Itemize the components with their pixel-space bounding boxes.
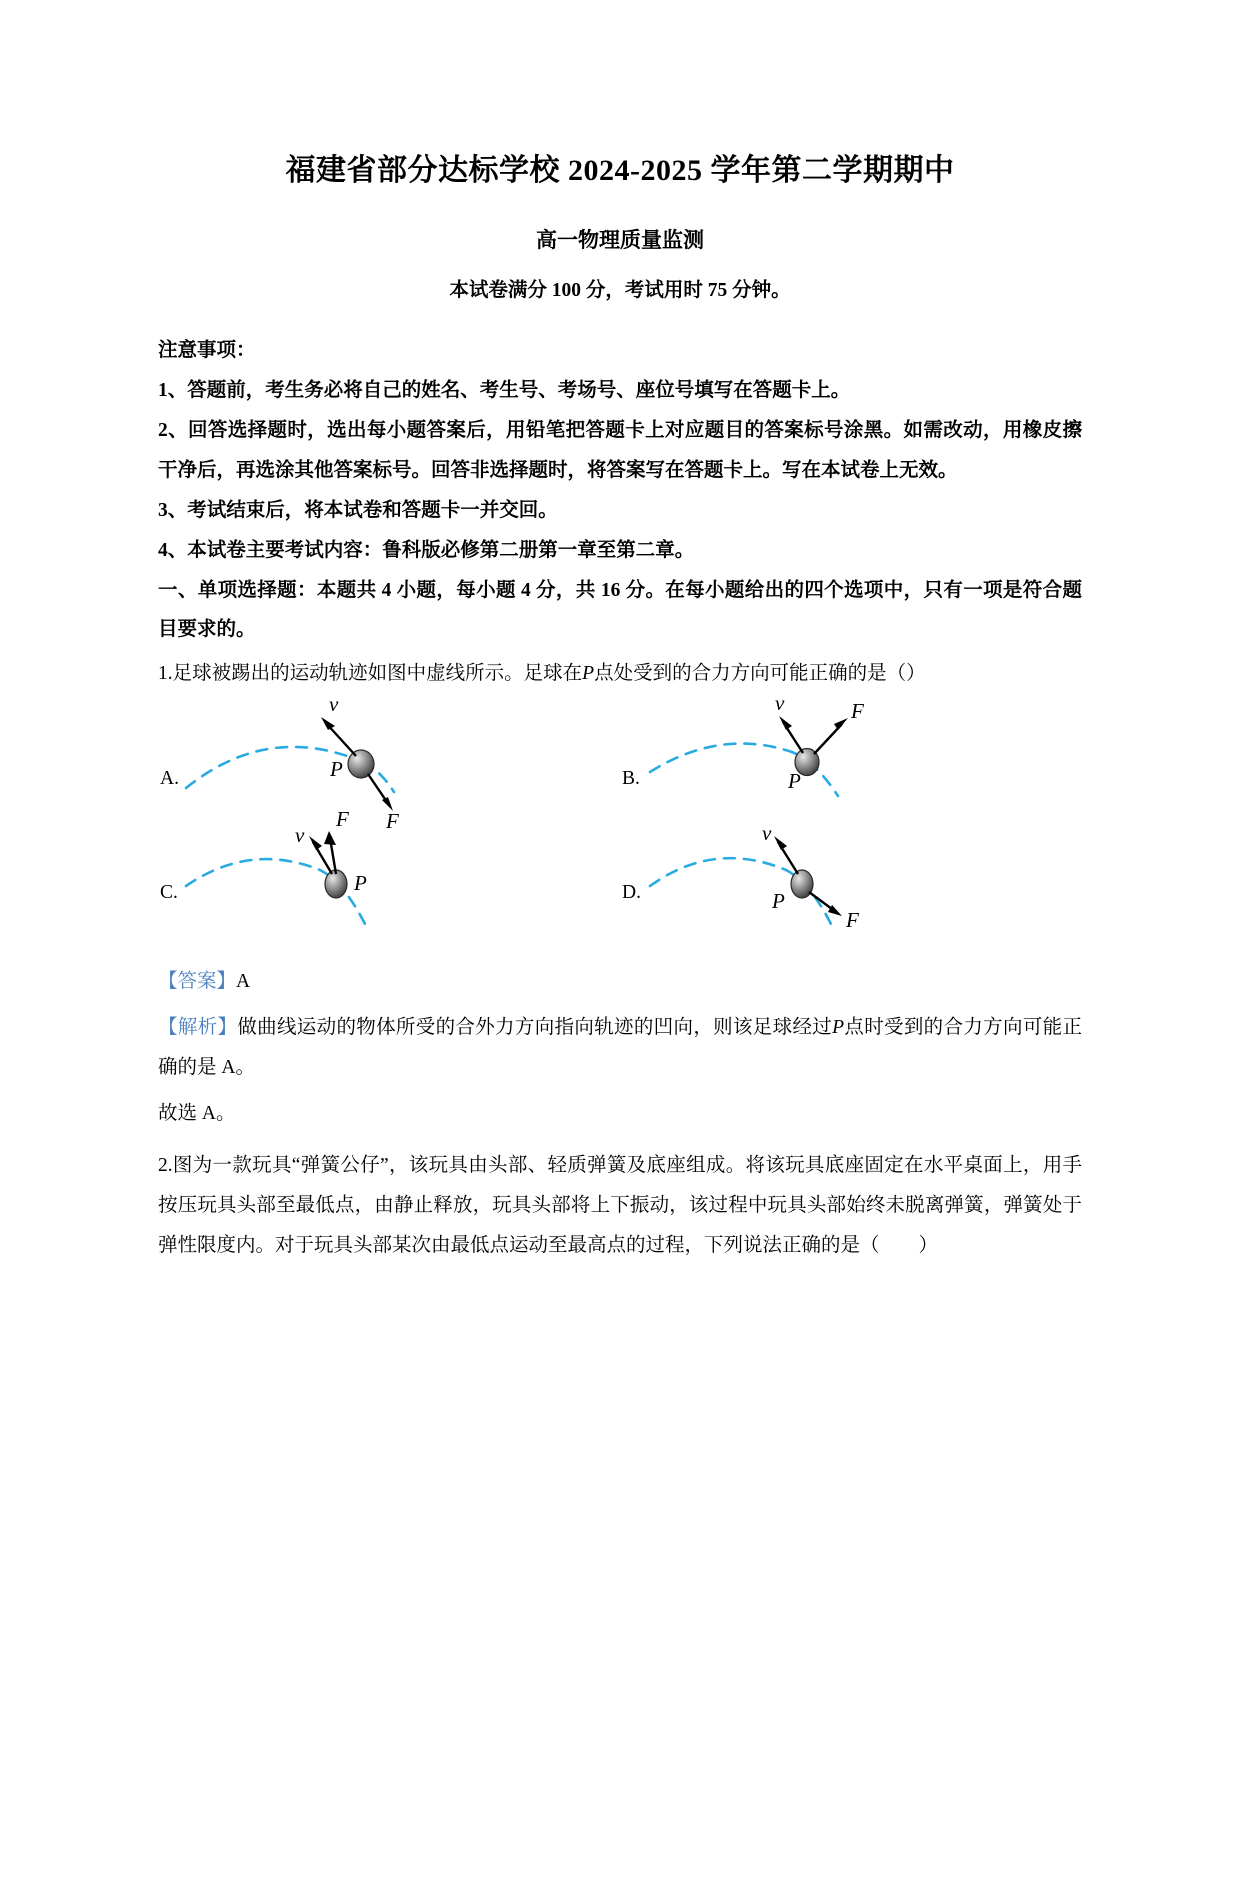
question-1-number: 1. [158, 663, 173, 685]
note-item-3: 3、考试结束后，将本试卷和答题卡一并交回。 [158, 499, 558, 521]
option-c-letter: C. [160, 882, 178, 904]
option-c-velocity-label: v [295, 823, 305, 848]
question-2-text: 图为一款玩具“弹簧公仔”，该玩具由头部、轻质弹簧及底座组成。将该玩具底座固定在水平桌面上，用手按压玩具头部至最低点，由静止释放，玩具头部将上下振动，该过程中玩具头部始终未脱离弹簧，弹簧处于弹性限度内。对于玩具头部某次由最低点运动至最高点的过程，下列说法正确的是（ ） [158, 1155, 1082, 1257]
option-c-point-label: P [354, 871, 367, 896]
question-1-text-part3: ） [906, 663, 926, 685]
velocity-arrow-head [321, 717, 335, 730]
option-b-figure [620, 691, 1082, 828]
trajectory-dashed-curve [650, 859, 786, 887]
option-b-letter: B. [622, 768, 640, 790]
option-a-force-label: F [386, 809, 399, 834]
force-arrow-head [324, 831, 336, 845]
page-score-line: 本试卷满分 100 分，考试用时 75 分钟。 [449, 280, 791, 302]
figure-row-cd [158, 807, 1082, 956]
question-1-text-part1: 足球被踢出的运动轨迹如图中虚线所示。足球在 [172, 663, 583, 685]
analysis-text-2: 点时受到的合力方向可能正确的是 A。 [158, 1017, 1082, 1079]
question-1-text-part2: 点处受到的合力方向可能正确的是（ [594, 663, 907, 685]
note-item-4: 4、本试卷主要考试内容：鲁科版必修第二册第一章至第二章。 [158, 539, 695, 561]
analysis-text-1: 做曲线运动的物体所受的合外力方向指向轨迹的凹向，则该足球经过 [237, 1017, 833, 1039]
option-b-force-label: F [851, 699, 864, 724]
notes-heading: 注意事项： [158, 339, 256, 361]
option-b-diagram [620, 691, 1040, 828]
question-1-stem [158, 654, 1082, 694]
option-b-velocity-label: v [775, 691, 785, 716]
velocity-arrow-head [309, 836, 322, 850]
option-d-force-label: F [846, 908, 859, 933]
option-c-figure [158, 807, 620, 956]
figure-row-ab [158, 691, 1082, 834]
option-d-point-label: P [772, 889, 785, 914]
answer-value: A [236, 971, 251, 993]
option-d-letter: D. [622, 882, 641, 904]
note-item-1: 1、答题前，考生务必将自己的姓名、考生号、考场号、座位号填写在答题卡上。 [158, 379, 851, 401]
option-c-diagram [158, 807, 578, 956]
page-title: 福建省部分达标学校 2024-2025 学年第二学期期中 [285, 154, 955, 187]
force-arrow-head [834, 718, 848, 730]
question-1-conclusion: 故选 A。 [158, 1103, 236, 1125]
question-1-analysis [158, 1008, 1082, 1088]
page-subtitle: 高一物理质量监测 [536, 228, 704, 252]
trajectory-dashed-curve [650, 744, 792, 772]
question-2-number: 2. [158, 1155, 173, 1177]
trajectory-dashed-curve [186, 860, 320, 887]
notes-section [158, 331, 1082, 651]
exam-paper-page [0, 150, 1240, 1904]
answer-tag: 【答案】 [158, 971, 237, 993]
question-1-symbol-p: P [582, 663, 595, 685]
question-1-figures [158, 691, 1082, 956]
option-a-diagram [158, 692, 578, 834]
option-a-point-label: P [330, 757, 343, 782]
velocity-arrow-head [774, 836, 787, 850]
option-d-diagram [620, 821, 1040, 956]
ball-icon [325, 870, 347, 898]
option-a-figure [158, 692, 620, 834]
option-a-velocity-label: v [329, 692, 339, 717]
question-1-answer [158, 962, 1082, 1002]
velocity-arrow-head [779, 716, 792, 730]
option-d-velocity-label: v [762, 821, 772, 846]
analysis-symbol-p: P [832, 1017, 845, 1039]
option-c-force-label: F [336, 807, 349, 832]
note-item-2: 2、回答选择题时，选出每小题答案后，用铅笔把答题卡上对应题目的答案标号涂黑。如需改动，用橡皮擦干净后，再选涂其他答案标号。回答非选择题时，将答案写在答题卡上。写在本试卷上无效。 [158, 419, 1082, 481]
option-d-figure [620, 821, 1082, 956]
analysis-tag: 【解析】 [158, 1017, 238, 1039]
option-a-letter: A. [160, 768, 179, 790]
section-heading-single-choice: 一、单项选择题：本题共 4 小题，每小题 4 分，共 16 分。在每小题给出的四个选项中，只有一项是符合题目要求的。 [158, 579, 1082, 641]
question-2-stem [158, 1146, 1082, 1266]
option-b-point-label: P [788, 769, 801, 794]
ball-icon [348, 750, 374, 778]
